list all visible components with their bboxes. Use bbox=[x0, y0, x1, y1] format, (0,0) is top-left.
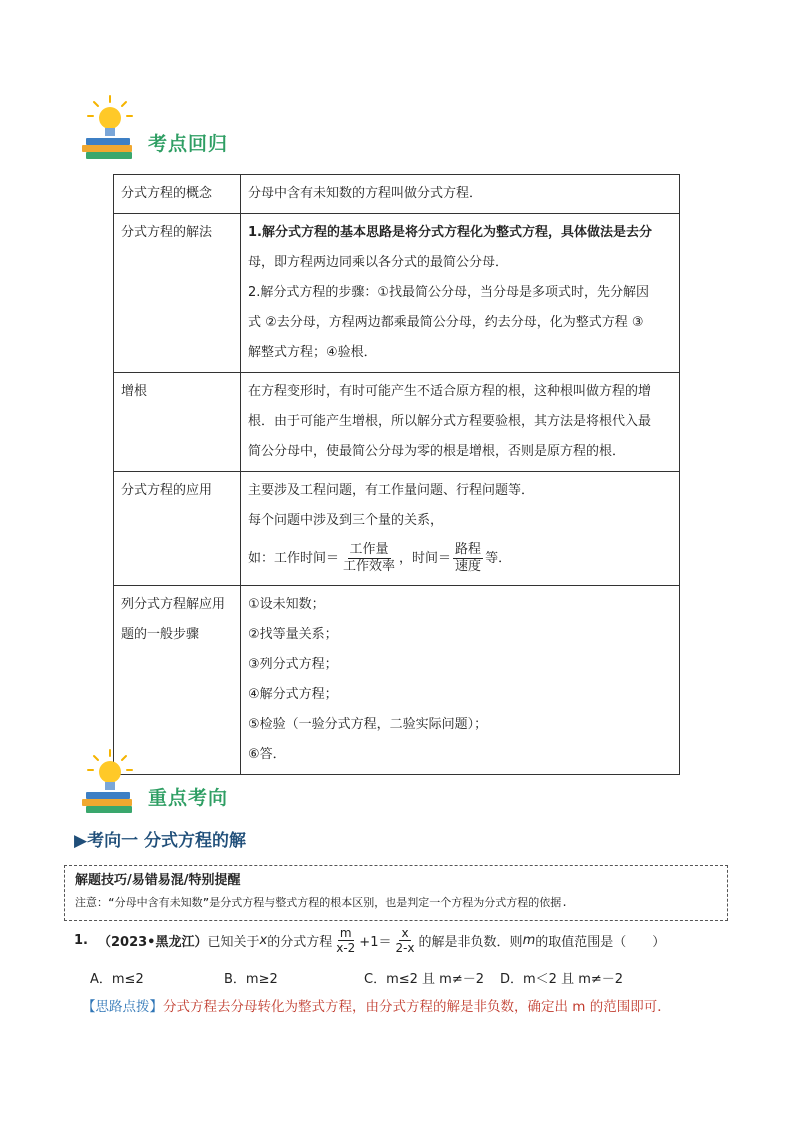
table-row bbox=[114, 586, 680, 775]
table-row bbox=[114, 175, 680, 214]
table-row bbox=[114, 472, 680, 586]
reference-table bbox=[113, 174, 680, 775]
table-value: 在方程变形时，有时可能产生不适合原方程的根，这种根叫做方程的增 根．由于可能产生增根，所以解分式方程要验根，其方法是将根代入最 简公分母中，使最简公分母为零的根是增根，否则是原方程的根． bbox=[241, 373, 680, 472]
option-c[interactable]: C．m≤2 且 m≠－2 bbox=[364, 972, 484, 987]
table-key: 分式方程的应用 bbox=[114, 472, 241, 586]
table-row bbox=[114, 373, 680, 472]
table-key: 分式方程的概念 bbox=[114, 175, 241, 214]
table-value: 分母中含有未知数的方程叫做分式方程． bbox=[241, 175, 680, 214]
formula-line: 如：工作时间＝ $\frac{\text{工作量}}{\text{工作效率}}$ ，时间＝ $\frac{\text{路程}}{\text{速度}}$ 等． bbox=[248, 542, 512, 574]
table-value: ①设未知数； ②找等量关系； ③列分式方程； ④解分式方程； ⑤检验（一验分式方程，二验实际问题）； ⑥答． bbox=[241, 586, 680, 775]
option-d[interactable]: D．m＜2 且 m≠－2 bbox=[500, 972, 624, 987]
table-value: 主要涉及工程问题，有工作量问题、行程问题等． 每个问题中涉及到三个量的关系， 如：工作时间＝ $\frac{\text{工作量}}{\text{工作效率}}$ ，时间＝ $\frac{\text{路程}}{\text{速度}}$ 等． bbox=[241, 472, 680, 586]
table-key: 分式方程的解法 bbox=[114, 214, 241, 373]
section-header-key bbox=[80, 748, 228, 816]
table-row bbox=[114, 214, 680, 373]
option-a[interactable]: A．m≤2 bbox=[90, 972, 144, 987]
lightbulb-books-icon bbox=[80, 94, 140, 162]
hint-text: 分式方程去分母转化为整式方程，由分式方程的解是非负数，确定出 m 的范围即可． bbox=[163, 999, 671, 1015]
option-b[interactable]: B．m≥2 bbox=[224, 972, 278, 987]
section-title-key: 重点考向 bbox=[148, 787, 229, 809]
question-1: 1. （2023•黑龙江） 已知关于 x 的分式方程 $\frac{m}{x-2}$ +1＝ $\frac{x}{2-x}$ 的解是非负数．则 m 的取值范围是（ ） bbox=[74, 926, 666, 955]
hint bbox=[82, 995, 671, 1015]
table-key: 增根 bbox=[114, 373, 241, 472]
table-value: 1.解分式方程的基本思路是将分式方程化为整式方程，具体做法是去分 母，即方程两边同乘以各分式的最简公分母． 2.解分式方程的步骤：①找最简公分母，当分母是多项式时，先分解因 式 ②去分母，方程两边都乘最简公分母，约去分母，化为整式方程 ③ 解整式方程；④验根． bbox=[241, 214, 680, 373]
table-key: 列分式方程解应用 题的一般步骤 bbox=[114, 586, 241, 775]
tip-text: 注意：“分母中含有未知数”是分式方程与整式方程的根本区别，也是判定一个方程为分式方程的依据. bbox=[75, 896, 568, 909]
section-header-review bbox=[80, 94, 228, 162]
tip-box bbox=[64, 865, 728, 921]
section-title-review: 考点回归 bbox=[148, 133, 229, 155]
hint-label: 【思路点拨】 bbox=[82, 999, 163, 1015]
lightbulb-books-icon bbox=[80, 748, 140, 816]
direction-title: ▶考向一 分式方程的解 bbox=[74, 831, 246, 851]
tip-title: 解题技巧/易错易混/特别提醒 bbox=[75, 873, 241, 888]
